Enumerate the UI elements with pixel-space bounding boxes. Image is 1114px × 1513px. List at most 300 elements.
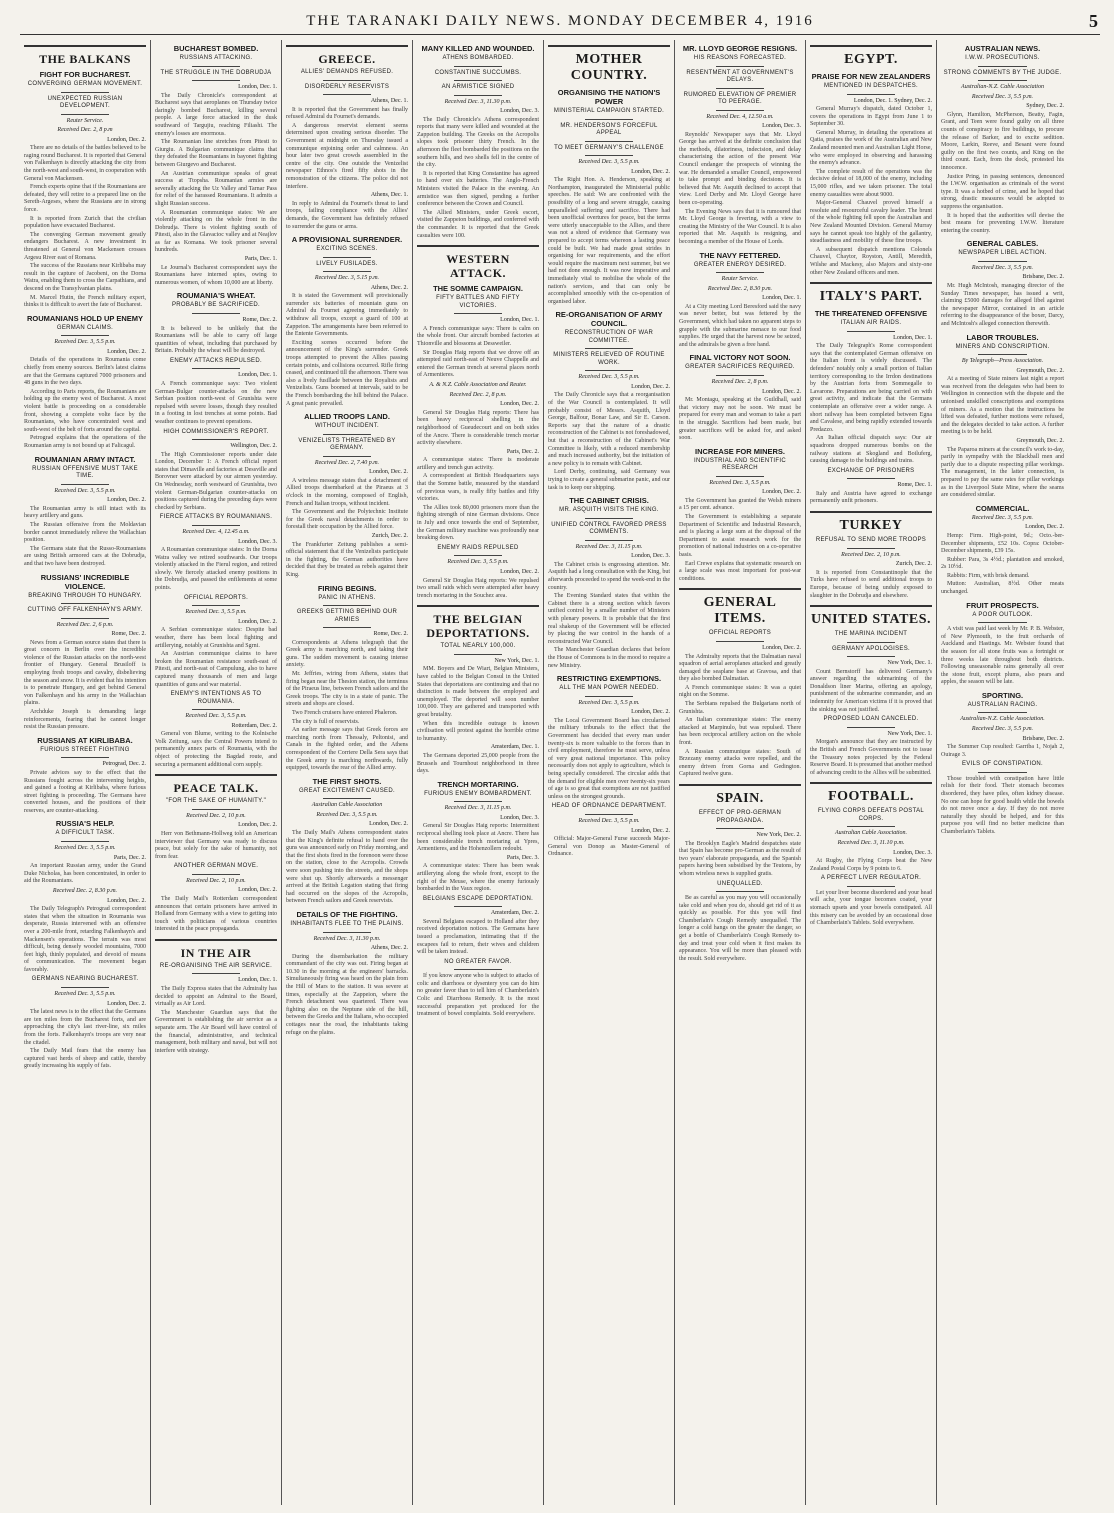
story-body <box>286 640 408 773</box>
newspaper-columns <box>20 40 1104 1505</box>
dateline: London, Dec. 2. <box>107 497 146 504</box>
paragraph: Count Bernstorff has delivered Germany's answer regarding the submarining of the Donaldson liner Marina, offering an apology, punishment of the submarine commander, and an indemnity for American victims if it is proved that the sinking was not justified. <box>810 668 932 713</box>
paragraph: The Daily Chronicle's correspondent at Bucharest says that aeroplanes on Thursday twice daringly bombed Bucharest, killing several people. A large force attacked in the dusk southward of Targujiu, reaching Filiashi. The enemy's losses are enormous. <box>155 92 277 137</box>
story-headline: RUSSIA'S HELP. <box>55 819 115 829</box>
subheadline-rule <box>192 439 241 440</box>
paragraph: Major-General Chauvel proved himself a resolute and resourceful cavalry leader. The brunt of the whole fighting fell upon the Australian and New Zealand Mounted Division. General Murray says he cannot speak too highly of the gallantry, steadfastness and mobility of these fine troops. <box>810 200 932 245</box>
cable-service: Reuter Service. <box>721 276 759 283</box>
story-headline: INCREASE FOR MINERS. <box>694 446 785 456</box>
masthead <box>20 8 1100 34</box>
subheadline-rule <box>847 478 896 479</box>
paragraph: A correspondent at British Headquarters says that the Somme battle, measured by the standard of previous wars, is really fifty battles and fifty victories. <box>417 473 539 503</box>
paragraph: General Sir Douglas Haig reports: We repulsed two small raids which were attempted after heavy trench mortaring in the Souchez area. <box>417 577 539 599</box>
subheadline-rule <box>323 271 372 272</box>
received-time: Received Dec. 3, 5.5 p.m. <box>709 479 771 486</box>
paragraph: The converging German movement greatly endangers Bucharest. A new investment in threatened at General von Mackensen crosses Argesu River east of Romana. <box>24 231 146 261</box>
paragraph: Le Journal's Bucharest correspondent says the Roumanians have interned spies, owing to numerous women, of whom 10,000 are at liberty. <box>155 264 277 286</box>
paragraph: If you know anyone who is subject to attacks of colic and diarrhoea or dysentery you can do him no greater favor than to tell him of Chamberlain's Colic and Diarrhoea Remedy. It is the most successful preparation yet produced for the treatment of bowel complaints. Sold everywhere. <box>417 973 539 1018</box>
story-body <box>24 1009 146 1071</box>
paragraph: The latest news is to the effect that the Germans are ten miles from the Bucharest forts, and are approaching the city's last river-line, six miles from the forts. Falkenhayn's troops are very near the citadel. <box>24 1009 146 1046</box>
paragraph: The Government and the Polytechnic Institute for the Greek naval detachments in order to forestall their occupation by the Allied force. <box>286 509 408 531</box>
paragraph: An Italian communique states: The enemy attacked at Marpinulo, but was repulsed. There has been reciprocal artillery action on the whole front. <box>679 717 801 747</box>
section-headline: SPAIN. <box>716 791 764 806</box>
received-time: Received Dec. 3, 5.5 p.m. <box>185 609 247 616</box>
subheadline-rule <box>716 828 765 829</box>
dateline: Rotterdam, Dec. 2. <box>231 722 277 729</box>
story-body <box>679 132 801 247</box>
dateline: London, Dec. 2. <box>238 887 277 894</box>
story-body <box>810 858 932 873</box>
received-time: Received Dec. 3, 5.5 p.m. <box>316 811 378 818</box>
subheadline-rule <box>716 476 765 477</box>
subheadline-rule <box>847 727 896 728</box>
subheadline-rule <box>61 484 110 485</box>
dateline: London, Dec. 2. <box>107 136 146 143</box>
dateline: London, Dec. 3. <box>238 538 277 545</box>
story-subheadline: BREAKING THROUGH TO HUNGARY. <box>28 592 142 599</box>
story-body <box>679 498 801 584</box>
story-subheadline: ATHENS BOMBARDED. <box>442 55 514 61</box>
story-subheadline: PROBABLY BE SACRIFICED. <box>171 302 261 309</box>
paragraph: The Russian offensive from the Moldavian border cannot immediately relieve the Wallachian position. <box>24 521 146 544</box>
dateline: New York, Dec. 1. <box>887 730 932 737</box>
story-body <box>417 410 539 448</box>
subheadline-rule <box>61 114 110 115</box>
story-body <box>286 954 408 1038</box>
received-time: Received Dec. 3, 5.5 p.m. <box>578 159 640 165</box>
paragraph: A Roumanian communique states: We are violently attacking on the whole front in the Dobrudja. There is violent fighting south of Pitesti, also in the Glavacioc valley and at Neajlov as far as Komana. We took prisoner several hundreds. <box>155 209 277 254</box>
story-subheadline: CONSTANTINE SUCCUMBS. <box>434 69 522 76</box>
subheadline-rule <box>585 141 634 142</box>
story-subheadline: FLYING CORPS DEFEATS POSTAL CORPS. <box>817 808 925 822</box>
paragraph: An Austrian communique speaks of great success at Ttopsha. Roumanian armies are severally attacking the Uz Valley and Tarnar Pass for relief of the harassed Roumanians. It admits a slight Russian success. <box>155 170 277 207</box>
story-headline: A PROVISIONAL SURRENDER. <box>291 235 403 245</box>
subheadline-rule <box>454 654 503 655</box>
paragraph: A wireless message states that a detachment of Allied troops disembarked at the Piraeus at 3 o'clock in the morning, composed of English, French and Italian troops, without incident. <box>286 477 408 507</box>
paragraph: Justice Pring, in passing sentences, denounced the I.W.W. organisation as criminals of the worst type. It was a hotbed of crime, and he hoped that strong, drastic measures would be adopted to suppress the organisation. <box>941 173 1064 210</box>
paragraph: The Daily Mail's Athens correspondent states that the King's definite refusal to hand over the guns was announced early on Friday morning, and that the first shots fired in the forenoon were those on the station, close to the Acropolis. Crowds were soon pushing into the streets, and the shops were shut up. Shortly afterwards a messenger arrived at the British Legation stating that firing had occurred on the slopes of the Acropolis, between French sailors and Greek reservists. <box>286 830 408 905</box>
dateline: New York, Dec. 2. <box>756 832 801 838</box>
story-subheadline: INDUSTRIAL AND SCIENTIFIC RESEARCH <box>694 457 786 472</box>
paragraph: The Allies took 80,000 prisoners more than the fighting strength of nine German divisions. Once in July and once towards the end of September, the German military machine was profoundly near breaking down. <box>417 504 539 542</box>
paragraph: The Daily Chronicle says that a reorganisation of the War Council is contemplated. It will probably consist of Messrs. Asquith, Lloyd George, Balfour, Bonar Law, and Sir E. Carson. Reports say that the nature of a drastic reconstruction of the Cabinet is not foreshadowed, but that a reconstruction of the Cabinet's War Committee is likely, with a reduced membership and much increased authority, but the initiation of a new policy is to remain with Cabinet. <box>548 392 670 467</box>
section-headline: GENERAL ITEMS. <box>703 595 777 627</box>
story-subheadline: A DIFFICULT TASK. <box>55 830 115 837</box>
story-body <box>810 669 932 715</box>
dateline: Paris, Dec. 1. <box>244 256 277 263</box>
dateline: London, Dec. 1. <box>238 977 277 984</box>
paragraph: It is hoped that the authorities will devise the best means for preventing I.W.W. literature entering the country. <box>941 212 1064 234</box>
dateline: London, Dec. 2. <box>107 1000 146 1007</box>
story-headline: THE THREATENED OFFENSIVE <box>814 309 928 319</box>
paragraph: The Local Government Board has circularised the military tribunals to the effect that the Government has decided that every man under twenty-six is more valuable to the forces than in civil employment, therefore he must serve, unless of very great national importance. This policy necessarily does not apply to agriculture, which is being specially considered. The circular adds that the demand for eligible men over twenty-six years of age is so great that exemptions are not justified unless on the strongest grounds. <box>548 717 670 800</box>
dateline: London, Dec. 2. <box>762 388 801 395</box>
subheadline-rule <box>716 375 765 376</box>
dateline: Sydney, Dec. 2. <box>1026 103 1064 110</box>
received-time: Received Dec. 3, 11.30 p.m. <box>313 935 381 942</box>
story-subheadline: DISORDERLY RESERVISTS <box>304 83 390 90</box>
story-headline: LABOR TROUBLES. <box>966 332 1039 342</box>
story-subheadline: UNEQUALLED. <box>717 880 763 887</box>
received-time: Received Dec. 4, 12.50 a.m. <box>706 113 774 120</box>
dateline: London, Dec. 2. <box>238 822 277 829</box>
subheadline-rule <box>585 518 634 519</box>
subheadline-rule <box>323 434 372 435</box>
paragraph: Two French cruisers have entered Phaleron. <box>292 710 398 717</box>
story-subheadline: RECONSTRUCTION OF WAR COMMITTEE. <box>564 330 654 344</box>
cable-service: Australian Cable Association <box>311 802 383 809</box>
story-subheadline: ANOTHER GERMAN MOVE. <box>173 863 259 870</box>
subheadline-rule <box>323 80 372 81</box>
received-time: Received Dec. 2, 8 p.m <box>57 127 113 134</box>
story-body <box>548 836 670 859</box>
story-headline: PRAISE FOR NEW ZEALANDERS <box>811 72 931 81</box>
paragraph: At a meeting of State miners last night a report was received from the delegates who had been to Wellington in connection with the dispute and the unionised unskilled conscriptions and exemptions of miners. As a motion that the instructions be lifted was defeated, further motions were refused, and the delegates decided to take action. A further meeting is to be held. <box>941 376 1064 436</box>
subheadline-rule <box>454 313 503 314</box>
paragraph: The Government is establishing a separate Department of Scientific and Industrial Research, and is placing a large sum at the disposal of the Department to assist research work for the promotion of national industries on a co-operative basis. <box>679 514 801 559</box>
dateline: London, Dec. 2. <box>107 897 146 904</box>
subheadline-rule <box>323 798 372 799</box>
section-divider <box>810 511 932 513</box>
paragraph: Herr von Bethmann-Hollweg told an American interviewer that Germany was ready to discuss peace, but solely for the sake of humanity, not from fear. <box>155 830 277 860</box>
paragraph: A dangerous reservist element seems determined upon creating serious disorder. The Government at midnight on Thursday issued a communique enjoining order and calmness. An hour later two great crowds assembled in the centre of the city. One outside the Venizelist newspaper Ethnos's fired fifty shots in the remonstration of the citizens. The police did not interfere. <box>286 122 408 190</box>
story-subheadline: HIGH COMMISSIONER'S REPORT. <box>163 428 269 435</box>
story-body <box>941 776 1064 837</box>
story-subheadline: CONVERGING GERMAN MOVEMENT. <box>27 81 143 87</box>
paragraph: An Austrian communique claims to have broken the Roumanian resistance south-east of Pitesti, and north-east of Campulung, also to have captured many thousands of men and large quantities of guns and war material. <box>155 651 277 688</box>
subheadline-rule <box>192 605 241 606</box>
paragraph: Mutton: Australian, 8½d. Other meats unchanged. <box>941 581 1064 596</box>
story-body <box>155 265 277 288</box>
story-subheadline: MR. ASQUITH VISITS THE KING. <box>559 507 659 514</box>
dateline: London, Dec. 3. <box>500 814 539 821</box>
story-body <box>417 578 539 601</box>
received-time: Received Dec. 3, 5.15 p.m. <box>314 275 380 282</box>
subheadline-rule <box>978 712 1027 713</box>
subheadline-rule <box>847 826 896 827</box>
section-divider <box>810 45 932 47</box>
story-subheadline: EXCHANGE OF PRISONERS <box>827 467 915 474</box>
story-subheadline: A PERFECT LIVER REGULATOR. <box>820 875 922 882</box>
paragraph: The Roumanian line stretches from Pitesti to Giurgiu. A Bulgarian communique claims that they defeated the Roumanians in bayonet fighting between Giurgevo and Bucharest. <box>155 139 277 168</box>
story-body <box>548 177 670 306</box>
paragraph: Mr. Montagu, speaking at the Guildhall, said that victory may not be soon. We must be prepared for every man and woman to take a part in the struggle. Sacrifices had been made, but greater sacrifices will be asked for, and asked soon. <box>679 397 801 442</box>
story-body <box>810 570 932 600</box>
story-body <box>155 452 277 513</box>
subheadline-rule <box>585 540 634 541</box>
cable-service: Australian-N.Z. Cable Association. <box>960 716 1045 723</box>
story-headline: RESTRICTING EXEMPTIONS. <box>556 674 662 684</box>
paragraph: The Daily Telegraph's Rome correspondent says that the contemplated German offensive on the Italian front is widely discussed. The defenders' notably only a small portion of Italian territory corresponding to the Irrdon destinations by the Austrian forts from Sommegalle to Lavarone. Preparations are being carried on with great activity, and indicate that the Germans contemplate an offensive over a wider range. A short railway has been completed between Egna and Cavalese, and being rapidly extended towards Predazzo. <box>810 343 932 433</box>
section-divider <box>679 784 801 786</box>
section-headline: MOTHER COUNTRY. <box>570 52 648 83</box>
subheadline-rule <box>716 891 765 892</box>
dateline: Zurich, Dec. 2. <box>371 533 408 540</box>
story-body <box>155 326 277 356</box>
paragraph: The Evening News says that it is rumoured that Mr. Lloyd George is fevering, with a view to creating the Ministry of the War Council. It is also reported that Mr. Asquith is resigning, and becoming a member of the House of Lords. <box>679 208 801 245</box>
story-body <box>24 770 146 816</box>
paragraph: Mr. Jeffries, wiring from Athens, states that firing began near the Thesion station, the terminus of the Piraeus line, between French sailors and the Greek troops. The city is in a state of panic. The streets and shops are closed. <box>286 671 408 708</box>
paragraph: Italy and Austria have agreed to exchange permanently unfit prisoners. <box>810 490 932 505</box>
dateline: Athens, Dec. 2. <box>370 284 408 291</box>
subheadline-rule <box>585 696 634 697</box>
story-body <box>24 863 146 886</box>
subheadline-rule <box>454 801 503 802</box>
paragraph: The Frankfurter Zeitung publishes a semi-official statement that if the Venizelists participate in the fighting, the German authorities have decided that they be treated as rebels against their King. <box>286 541 408 578</box>
received-time: Received Dec. 2, 8.30 p.m. <box>707 285 773 292</box>
dateline: London, Dec. 2. <box>369 821 408 828</box>
paragraph: During the disembarkation the military commandant of the city was out. Firing began at 10.30 in the morning at the engineers' barracks. Simultaneously firing was heard on the plain from the Hill of Mars to the station. It was severe at times, especially at the Zappeion, where the French detachment was quartered. There was fighting also on the Neptune side of the hill, between the Greeks and the Italians, who occupied cottages near the road, the inhabitants taking refuge on the plains. <box>286 953 408 1036</box>
subheadline-rule <box>61 335 110 336</box>
paragraph: An earlier message says that Greek forces are marching north from Thessaly, Peltonisi, and Canals in the fighted order, and the Athens correspondent of the Corriere Della Sera says that the Greek army is marching northwards, fully equipped, towards the rear of the Allied army. <box>286 727 408 772</box>
story-headline: RE-ORGANISATION OF ARMY COUNCIL. <box>555 310 663 329</box>
story-subheadline: RUMORED ELEVATION OF PREMIER TO PEERAGE. <box>683 91 797 105</box>
story-subheadline: REFUSAL TO SEND MORE TROOPS <box>815 537 927 544</box>
column-4 <box>413 40 544 1505</box>
story-subheadline: RE-ORGANISING THE AIR SERVICE. <box>159 962 273 969</box>
column-7 <box>806 40 937 1505</box>
story-headline: FIRING BEGINS. <box>317 583 377 593</box>
paragraph: Sir Douglas Haig reports that we drove off an attempted raid north-east of Neuve Chappelle and entered the German trench at several places north of Armentieres. <box>417 349 539 379</box>
story-body <box>155 93 277 255</box>
subheadline-rule <box>978 80 1027 81</box>
paragraph: There are no details of the battles believed to be raging round Bucharest. It is reported that General von Falkenhayn is directly attacking the city from the north-west and south-west, in cooperation with General von Mackensen. <box>24 145 146 182</box>
received-time: Received Dec. 3, 5.5 p.m. <box>54 990 116 997</box>
received-time: Received Dec. 3, 5.5 p.m. <box>578 699 640 706</box>
subheadline-rule <box>847 331 896 332</box>
received-time: Received Dec. 3, 5.5 p.m. <box>578 817 640 824</box>
paragraph: Be as careful as you may you will occasionally take cold and when you do, should get rid of it as quickly as possible. For this you will find Chamberlain's Cough Remedy unequalled. The longer a cold hangs on the greater the danger, so get a bottle of Chamberlain's Cough Remedy to-day and treat your cold when it first makes its appearance. You will be more than pleased with the result. Sold everywhere. <box>679 895 801 962</box>
paragraph: The Daily Chronicle's Athens correspondent reports that many were killed and wounded at the Zappeion building. The Greeks on the Acropolis slopes took prisoner thirty French. In the afternoon the fleet bombarded the positions on the southern hills, and two shells fell in the centre of the city. <box>417 116 539 169</box>
received-time: Received Dec. 2, 8.30 p.m. <box>52 887 118 894</box>
dateline: Wellington, Dec. 2. <box>230 443 277 450</box>
dateline: Brisbane, Dec. 2. <box>1022 735 1064 742</box>
subheadline-rule <box>978 622 1027 623</box>
story-headline: RUSSIANS' INCREDIBLE VIOLENCE. <box>40 572 130 591</box>
subheadline-rule <box>978 772 1027 773</box>
dateline: London, Dec. 2. <box>1025 524 1064 531</box>
dateline: London, Dec. 3. <box>500 108 539 115</box>
received-time: Received Dec. 2, 7.40 p.m. <box>314 459 380 466</box>
subheadline-rule <box>192 80 241 81</box>
story-body <box>679 895 801 963</box>
dateline: Rome, Dec. 1. <box>897 482 932 489</box>
subheadline-rule <box>323 627 372 628</box>
received-time: Received Dec. 3, 11.15 p.m. <box>575 543 643 550</box>
cable-service: By Telegraph—Press Association. <box>961 358 1044 365</box>
paragraph: The Daily Mail's Rotterdam correspondent announces that certain prisoners have arrived in Holland from Germany with a view to getting into touch with politicians of various countries interested in the peace propaganda. <box>155 896 277 933</box>
story-subheadline: LIVELY FUSILADES. <box>316 260 378 267</box>
received-time: Received Dec. 3, 5.5 p.m. <box>971 93 1034 100</box>
story-body <box>24 357 146 450</box>
story-subheadline: THE MARINA INCIDENT <box>834 631 908 638</box>
paragraph: The Daily Mail fears that the enemy has captured vast herds of sheep and cattle, thereby greatly increasing his supply of fats. <box>24 1048 146 1070</box>
newspaper-title: THE TARANAKI DAILY NEWS. MONDAY DECEMBER 4, 1916 <box>306 12 814 29</box>
story-subheadline: FIFTY BATTLES AND FIFTY VICTORIES. <box>436 295 520 309</box>
paragraph: A subsequent dispatch mentions Colonels Chauvel, Chaytor, Royston, Antill, Meredith, Wilshe and Mackesy, also Majors and sixty-one other New Zealand officers and men. <box>810 246 932 276</box>
story-body <box>24 906 146 974</box>
story-headline: GENERAL CABLES. <box>966 239 1039 249</box>
dateline: London, Dec. 2. <box>107 348 146 355</box>
dateline: London, Dec. 1. <box>893 334 932 341</box>
dateline: Rome, Dec. 2. <box>242 316 277 323</box>
paragraph: Rubber: Para, 3s 4½d.; plantation and smoked, 2s 10½d. <box>941 556 1064 571</box>
dateline: London, Dec. 2. <box>238 618 277 625</box>
story-body <box>941 447 1064 500</box>
section-headline: IN THE AIR <box>180 945 252 960</box>
story-subheadline: AUSTRALIAN RACING. <box>967 701 1038 708</box>
dateline: London, Dec. 2. <box>631 827 670 834</box>
story-body <box>679 304 801 350</box>
story-body <box>155 896 277 934</box>
subheadline-rule <box>454 95 503 96</box>
story-subheadline: WITHOUT INCIDENT. <box>315 423 379 430</box>
story-subheadline: EFFECT OF PRO-GERMAN PROPAGANDA. <box>698 810 782 824</box>
story-headline: THE SOMME CAMPAIGN. <box>433 284 523 294</box>
story-body <box>286 478 408 532</box>
story-body <box>941 533 1064 597</box>
story-body <box>548 562 670 670</box>
dateline: Athens, Dec. 2. <box>370 945 408 952</box>
section-headline: TURKEY <box>839 518 903 534</box>
paragraph: French experts opine that if the Roumanians are defeated, they will retire to a prepared line on the Sereth-Argeses, where the Russians are in strong force. <box>24 184 146 214</box>
paragraph: The Summer Cup resulted: Garriba 1, Nojah 2, Ouirage 3. <box>941 744 1064 758</box>
dateline: London, Dec. 2. <box>500 568 539 575</box>
paragraph: It is reported from Constantinople that the Turks have refused to send additional troops to Europe, because of being unduly exposed to slaughter in the Dobrudja and elsewhere. <box>810 569 932 599</box>
dateline: London, Dec. 1. <box>762 295 801 302</box>
story-body <box>286 293 408 408</box>
section-divider <box>810 605 932 607</box>
story-body <box>286 542 408 580</box>
dateline: Paris, Dec. 3. <box>506 854 539 861</box>
paragraph: MM. Boyers and De Wiart, Belgian Ministers, have cabled to the Belgian Consul in the United States that deportations are continuing and that no distinction is made between the employed and unemployed. The deported will soon number 100,000. They are gathered and transported with great brutality. <box>417 666 539 718</box>
story-body <box>679 841 801 879</box>
cable-service: Australian Cable Association. <box>834 830 908 837</box>
story-headline: THE FIRST SHOTS. <box>312 776 382 786</box>
subheadline-rule <box>61 92 110 93</box>
story-subheadline: UNIFIED CONTROL FAVORED PRESS COMMENTS. <box>551 521 667 536</box>
story-subheadline: GERMANY APOLOGISES. <box>832 645 910 652</box>
story-body <box>286 201 408 231</box>
story-headline: FINAL VICTORY NOT SOON. <box>689 353 791 363</box>
section-headline: GREECE. <box>318 52 376 66</box>
story-subheadline: HIS REASONS FORECASTED. <box>693 55 787 61</box>
subheadline-rule <box>323 456 372 457</box>
dateline: Zurich, Dec. 2. <box>895 561 932 568</box>
paragraph: Mr. Hugh McIntosh, managing director of the Sunday Times newspaper, has issued a writ, claiming £5000 damages for alleged libel against the newspaper Mirror, contained in an article referring to the disappearance of the boxer, Darcy, and McIntosh's alleged connection therewith. <box>941 282 1064 327</box>
section-headline: PEACE TALK. <box>173 781 259 796</box>
paragraph: A communique states: There is moderate artillery and trench gun activity. <box>417 457 539 471</box>
paragraph: The Cabinet crisis is engrossing attention. Mr. Asquith had a long consultation with the King, but afterwards proceeded to spend the week-end in the country. <box>548 561 670 591</box>
story-body <box>548 718 670 802</box>
paragraph: Private advices say to the effect that the Russians fought across the intervening heights, and gained a footing at Kirlibaba, where furious street fighting is proceeding. The Germans have converted houses, and the positions of their reserves, are counter-attacking. <box>24 769 146 814</box>
paragraph: General Sir Douglas Haig reports: Intermittent reciprocal shelling took place at Ancre. There has been considerable trench mortaring at Ypres, Armentieres, and the Hohenzollern redoubt. <box>417 823 539 853</box>
received-time: Received Dec. 4, 12.45 a.m. <box>182 528 250 535</box>
story-subheadline: CUTTING OFF FALKENHAYN'S ARMY. <box>27 607 143 613</box>
dateline: Amsterdam, Dec. 1. <box>490 744 539 751</box>
story-headline: FRUIT PROSPECTS. <box>966 600 1039 610</box>
story-headline: BUCHAREST BOMBED. <box>173 44 259 53</box>
dateline: London, Dec. 1. Sydney, Dec. 2. <box>853 97 932 104</box>
story-subheadline: FIERCE ATTACKS BY ROUMANIANS. <box>159 514 273 521</box>
dateline: Greymouth, Dec. 2. <box>1016 367 1064 374</box>
story-body <box>417 823 539 853</box>
masthead-rule <box>20 34 1100 35</box>
story-subheadline: ENEMY ATTACKS REPULSED. <box>170 357 262 364</box>
story-subheadline: INHABITANTS FLEE TO THE PLAINS. <box>290 921 404 927</box>
subheadline-rule <box>61 841 110 842</box>
story-subheadline: ENEMY'S INTENTIONS AS TO ROUMANIA. <box>170 691 262 705</box>
story-subheadline: RUSSIANS ATTACKING. <box>179 55 253 61</box>
story-subheadline: OFFICIAL REPORTS <box>708 630 772 637</box>
subheadline-rule <box>323 257 372 258</box>
dateline: London, Dec. 1. <box>238 84 277 90</box>
dateline: Brisbane, Dec. 2. <box>1022 274 1064 281</box>
subheadline-rule <box>847 656 896 657</box>
story-body <box>679 654 801 780</box>
subheadline-rule <box>585 348 634 349</box>
story-subheadline: GREATER ENERGY DESIRED. <box>693 261 787 268</box>
story-body <box>417 973 539 1019</box>
subheadline-rule <box>454 906 503 907</box>
paragraph: It is reported from Zurich that the civilian population have evacuated Bucharest. <box>24 215 146 230</box>
dateline: Athens, Dec. 1. <box>370 98 408 104</box>
subheadline-rule <box>847 642 896 643</box>
subheadline-rule <box>847 548 896 549</box>
paragraph: The Government has granted the Welsh miners a 15 per cent. advance. <box>679 497 801 512</box>
paragraph: General Sir Douglas Haig reports: There has been heavy reciprocal shelling in the neighborhood of Gueudecourt and on both sides of the Ancre. There is considerable trench mortar activity elsewhere. <box>417 409 539 447</box>
story-subheadline: MINISTERS RELIEVED OF ROUTINE WORK. <box>553 352 665 366</box>
dateline: Paris, Dec. 2. <box>506 448 539 455</box>
paragraph: The Manchester Guardian declares that before the House of Commons is in the mood to require a new Ministry. <box>548 647 670 669</box>
story-body <box>286 107 408 192</box>
subheadline-rule <box>192 313 241 314</box>
story-body <box>24 506 146 569</box>
paragraph: The Admiralty reports that the Dalmatian naval squadron of aerial aeroplanes attacked and greatly damaged the seaplane base at Gravosa, and that they also bombed Dalmatian. <box>679 653 801 683</box>
story-subheadline: OFFICIAL REPORTS. <box>183 594 249 601</box>
paragraph: Hemp: Firm. High-point, 9d.; Octo.-ber-December shipments, £52 10s. Copra: October-December shipments, £39 15s. <box>941 532 1064 555</box>
story-body <box>417 863 539 893</box>
paragraph: Reynolds' Newspaper says that Mr. Lloyd George has arrived at the definite conclusion that the methods, dilatoriness, indecision, and delay characterising the action of the present War Council endanger the prospects of winning the war. He demanded a smaller Council, empowered to take prompt and binding decisions. It is believed that Mr. Asquith declined to accept that view. Lord Derby and Mr. Lloyd George have been co-operating. <box>679 131 801 207</box>
story-subheadline: FURIOUS ENEMY BOMBARDMENT. <box>424 790 532 797</box>
story-body <box>417 753 539 776</box>
story-subheadline: PROPOSED LOAN CANCELED. <box>823 716 919 723</box>
subheadline-rule <box>716 66 765 67</box>
subheadline-rule <box>192 66 241 67</box>
paragraph: A Roumanian communique states: In the Dorna Watra valley we retired southwards. Our troops violently attacked in the Fierul region, and retired slowly. We fiercely attacked enemy positions in the Dobrudja, and passed the enfilements at some points. <box>155 547 277 592</box>
subheadline-rule <box>454 80 503 81</box>
story-subheadline: PANIC IN ATHENS. <box>318 594 376 601</box>
received-time: Received Dec. 2, 10 p.m. <box>186 812 246 819</box>
paragraph: The Brooklyn Eagle's Madrid despatches state that Spain has become pro-German as the result of two years' elaborate propaganda, and the Spanish papers having been subsidised by the Teutons, by whom wireless news is supplied gratis. <box>679 840 801 877</box>
story-body <box>941 744 1064 759</box>
received-time: Received Dec. 2, 10 p.m. <box>186 877 246 884</box>
story-headline: MANY KILLED AND WOUNDED. <box>421 44 535 53</box>
paragraph: A French communique says: There is calm on the whole front. Our aircraft bombed factories at Thionville and blossoms at Dessweiler. <box>417 325 539 347</box>
paragraph: The success of the Russians near Kirlibaba may result in the capture of Jacobeni, on the Dorna Watra, enabling them to cross the Carpathians, and descend on the Transylvanian plains. <box>24 263 146 292</box>
column-1 <box>20 40 151 1505</box>
subheadline-rule <box>61 603 110 604</box>
paragraph: The Manchester Guardian says that the Government is establishing the air service as a separate arm. The Air Board will have control of the financial, administrative, and technical management, both military and naval, but will not interfere with strategy. <box>155 1009 277 1054</box>
column-6 <box>675 40 806 1505</box>
dateline: New York, Dec. 1. <box>887 660 932 667</box>
subheadline-rule <box>454 555 503 556</box>
section-headline: EGYPT. <box>844 52 898 67</box>
paragraph: Correspondents at Athens telegraph that the Greek army is marching north, and taking their guns. The sudden movement is causing intense anxiety. <box>286 639 408 669</box>
story-body <box>941 283 1064 329</box>
paragraph: A visit was paid last week by Mr. P. B. Webster, of New Plymouth, to the fruit orchards of Auckland and Hastings. Mr. Webster found that the season for all stone fruits was a fortnight or three weeks late throughout both districts. Following unseasonable rains generally all over the stone fruit, except plums, also pears and apples, the season will be late. <box>941 626 1064 686</box>
subheadline-rule <box>192 525 241 526</box>
